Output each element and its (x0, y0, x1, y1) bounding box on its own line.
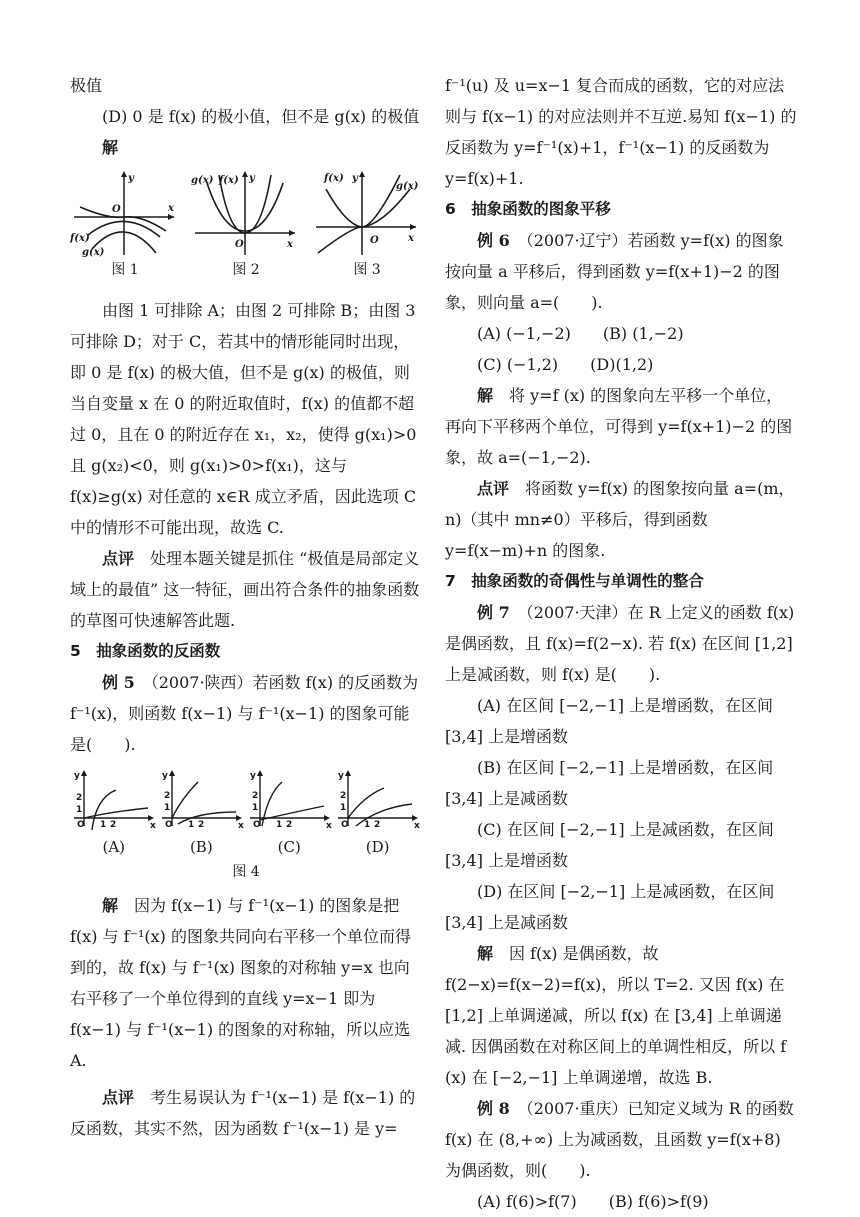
example-6-options-row-1 (445, 318, 798, 349)
svg-text:2: 2 (110, 820, 117, 830)
fig2-y-label: y (249, 173, 255, 184)
svg-text:y: y (162, 771, 168, 781)
comment-4 (70, 543, 422, 636)
figure-4-graph-b (162, 770, 244, 830)
example-6-option-a: (A) (−1,−2) (477, 324, 571, 343)
solution-7 (445, 938, 798, 1093)
solution-label: 解 (102, 138, 119, 157)
example-8-options (445, 1186, 798, 1217)
figure-1-graph (70, 167, 180, 259)
svg-text:1: 1 (100, 820, 107, 830)
comment-6 (445, 473, 798, 566)
svg-text:O: O (165, 820, 173, 830)
svg-text:O: O (253, 820, 261, 830)
right-column (445, 70, 798, 1217)
example-7-text: （2007·天津）在 R 上定义的函数 f(x) 是偶函数，且 f(x)=f(2−x). 若 f(x) 在区间 [1,2] 上是减函数，则 f(x) 是( ). (445, 603, 795, 684)
svg-text:y: y (74, 771, 80, 781)
svg-text:2: 2 (198, 820, 205, 830)
figure-4-option-b: (B) (189, 838, 213, 856)
svg-text:x: x (414, 821, 420, 830)
example-6-options-row-2 (445, 349, 798, 380)
svg-text:2: 2 (252, 791, 259, 801)
svg-text:1: 1 (364, 820, 371, 830)
svg-text:2: 2 (76, 793, 83, 803)
example-5 (70, 667, 422, 760)
figure-1 (70, 167, 180, 281)
comment-6-text: 将函数 y=f(x) 的图象按向量 a=(m，n)（其中 mn≠0）平移后，得到函数 y=f(x−m)+n 的图象. (445, 479, 795, 560)
svg-text:2: 2 (164, 791, 171, 801)
example-6-option-b: (B) (1,−2) (602, 324, 684, 343)
comment-5-label: 点评 (102, 1088, 135, 1107)
figure-4-graph-d (338, 770, 420, 830)
example-7 (445, 597, 798, 690)
svg-text:1: 1 (252, 803, 259, 813)
figure-4-option-a: (A) (102, 838, 126, 856)
comment-4-label: 点评 (102, 549, 135, 568)
figure-4-graphs (70, 768, 422, 830)
fig3-x-label: x (408, 233, 414, 244)
solution-5-text: 因为 f(x−1) 与 f⁻¹(x−1) 的图象是把 f(x) 与 f⁻¹(x) 的图象共同向右平移一个单位而得到的，故 f(x) 与 f⁻¹(x) 图象的对称轴 y=x 也向右平移了一个单位得到的直线 y=x−1 即为 f(x−1) 与 f⁻¹(x−1) 的图象的对称轴，所以应选 A. (70, 896, 411, 1070)
figure-2 (191, 167, 301, 281)
svg-text:1: 1 (340, 803, 347, 813)
figure-4-option-d: (D) (365, 838, 390, 856)
example-5-text: （2007·陕西）若函数 f(x) 的反函数为 f⁻¹(x)，则函数 f(x−1) 与 f⁻¹(x−1) 的图象可能是( ). (70, 673, 419, 754)
example-7-option-d: (D) 在区间 [−2,−1] 上是减函数，在区间 [3,4] 上是减函数 (445, 882, 775, 932)
figure-4-option-c: (C) (277, 838, 301, 856)
figure-4-graph-a (74, 770, 156, 830)
example-5-label: 例 5 (102, 673, 135, 692)
fig3-g-label: g(x) (396, 181, 419, 192)
section-7-heading: 7 抽象函数的奇偶性与单调性的整合 (445, 572, 704, 590)
fig1-f-label: f(x) (70, 233, 90, 244)
solution-6-text: 将 y=f (x) 的图象向左平移一个单位，再向下平移两个单位，可得到 y=f(x+1)−2 的图象，故 a=(−1,−2). (445, 386, 793, 467)
svg-text:x: x (238, 821, 244, 830)
example-8-option-a: (A) f(6)>f(7) (477, 1192, 577, 1211)
fig1-g-label: g(x) (82, 247, 105, 258)
fig1-x-label: x (168, 203, 174, 214)
svg-text:O: O (77, 820, 85, 830)
section-5-heading: 5 抽象函数的反函数 (70, 642, 221, 660)
svg-text:y: y (338, 771, 344, 781)
svg-text:1: 1 (76, 805, 83, 815)
svg-text:1: 1 (276, 820, 283, 830)
figure-3-caption: 图 3 (353, 262, 381, 278)
example-6-option-d: (D)(1,2) (590, 355, 654, 374)
solution-5-label: 解 (102, 896, 119, 915)
fig3-f-label: f(x) (324, 173, 344, 184)
svg-text:2: 2 (374, 820, 381, 830)
solution-4-text: 由图 1 可排除 A；由图 2 可排除 B；由图 3 可排除 D；对于 C，若其中的情形能同时出现，即 0 是 f(x) 的极大值，但不是 g(x) 的极值，则当自变量 x 在 0 的附近取值时，f(x) 的值都不超过 0，且在 0 的附近存在 x₁，x₂，使得 g(x₁)>0 且 g(x₂)<0，则 g(x₁)>0>f(x₁)，这与 f(x)≥g(x) 对任意的 x∈R 成立矛盾，因此选项 C 中的情形不可能出现，故选 C. (70, 301, 417, 537)
figure-4-option-labels (70, 834, 422, 860)
comment-5-text: 考生易误认为 f⁻¹(x−1) 是 f(x−1) 的反函数，其实不然，因为函数 f⁻¹(x−1) 是 y= (70, 1088, 416, 1138)
option-d-text: (D) 0 是 f(x) 的极小值，但不是 g(x) 的极值 (102, 107, 420, 126)
solution-6-label: 解 (477, 386, 494, 405)
comment-5 (70, 1082, 422, 1144)
continuation-text: f⁻¹(u) 及 u=x−1 复合而成的函数，它的对应法则与 f(x−1) 的对应法则并不互逆.易知 f(x−1) 的反函数为 y=f⁻¹(x)+1，f⁻¹(x−1) 的反函数为 y=f(x)+1. (445, 76, 797, 188)
section-6-heading: 6 抽象函数的图象平移 (445, 200, 611, 218)
comment-4-text: 处理本题关键是抓住 “极值是局部定义域上的最值” 这一特征，画出符合条件的抽象函数的草图可快速解答此题. (70, 549, 420, 630)
fig3-origin-label: O (370, 235, 379, 246)
svg-text:O: O (341, 820, 349, 830)
fig1-y-label: y (128, 173, 134, 184)
svg-text:2: 2 (340, 791, 347, 801)
fig2-x-label: x (287, 239, 293, 250)
svg-text:x: x (326, 821, 332, 830)
example-6-option-c: (C) (−1,2) (477, 355, 559, 374)
figure-1-caption: 图 1 (111, 262, 139, 278)
svg-text:1: 1 (188, 820, 195, 830)
solution-5 (70, 890, 422, 1076)
left-column (70, 70, 422, 1144)
example-6-text: （2007·辽宁）若函数 y=f(x) 的图象按向量 a 平移后，得到函数 y=f(x+1)−2 的图象，则向量 a=( ). (445, 231, 784, 312)
fig2-g-label: g(x) (191, 175, 214, 186)
svg-text:2: 2 (286, 820, 293, 830)
example-6-label: 例 6 (477, 231, 510, 250)
comment-6-label: 点评 (477, 479, 510, 498)
svg-text:1: 1 (164, 803, 171, 813)
svg-text:x: x (150, 821, 156, 830)
example-8-text: （2007·重庆）已知定义域为 R 的函数 f(x) 在 (8,+∞) 上为减函数，且函数 y=f(x+8) 为偶函数，则( ). (445, 1099, 794, 1180)
example-7-label: 例 7 (477, 603, 510, 622)
example-6 (445, 225, 798, 318)
fig2-origin-label: O (235, 239, 244, 250)
figure-4-graph-c (250, 770, 332, 830)
figure-3-graph (312, 167, 422, 259)
fig2-f-label: f(x) (219, 175, 239, 186)
solution-7-text: 因 f(x) 是偶函数，故 f(2−x)=f(x−2)=f(x)，所以 T=2. 又因 f(x) 在 [1,2] 上单调递减，所以 f(x) 在 [3,4] 上单调递减. 因偶函数在对称区间上的单调性相反，所以 f (x) 在 [−2,−1] 上单调递增，故选 B. (445, 944, 787, 1087)
example-8 (445, 1093, 798, 1186)
solution-6 (445, 380, 798, 473)
figure-4 (70, 768, 422, 884)
svg-text:y: y (250, 771, 256, 781)
paragraph-top1: 极值 (70, 76, 103, 95)
example-7-option-a: (A) 在区间 [−2,−1] 上是增函数，在区间 [3,4] 上是增函数 (445, 696, 774, 746)
figure-3 (312, 167, 422, 281)
fig3-y-label: y (352, 173, 358, 184)
example-8-label: 例 8 (477, 1099, 510, 1118)
figure-2-caption: 图 2 (232, 262, 260, 278)
example-8-option-b: (B) f(6)>f(9) (608, 1192, 709, 1211)
figure-2-graph (191, 167, 301, 259)
example-7-option-c: (C) 在区间 [−2,−1] 上是减函数，在区间 [3,4] 上是增函数 (445, 820, 774, 870)
example-7-option-b: (B) 在区间 [−2,−1] 上是增函数，在区间 [3,4] 上是减函数 (445, 758, 774, 808)
solution-7-label: 解 (477, 944, 494, 963)
figures-1-3 (70, 167, 422, 281)
figure-4-caption: 图 4 (232, 864, 260, 880)
fig1-origin-label: O (112, 204, 121, 215)
